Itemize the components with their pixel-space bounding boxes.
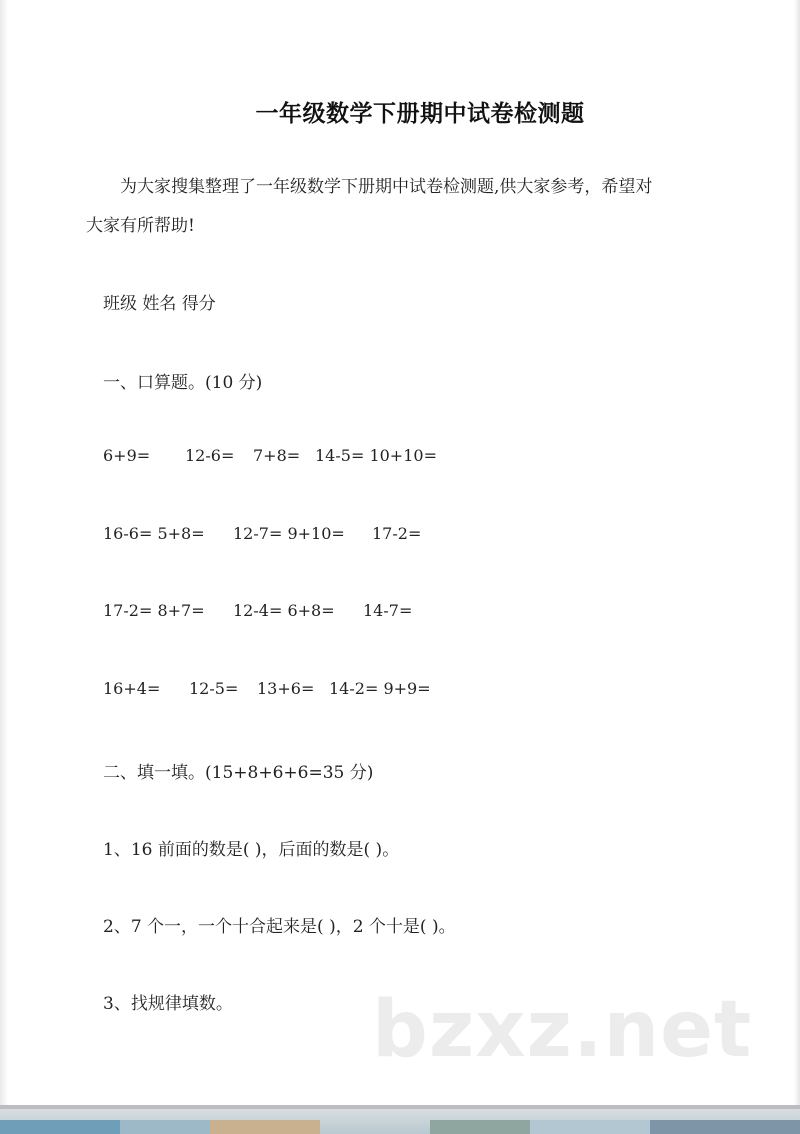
thumbnail xyxy=(650,1120,800,1134)
calc-item: 16+4= xyxy=(103,679,161,698)
section2-heading: 二、填一填。(15+8+6+6=35 分) xyxy=(103,763,374,783)
calc-item: 12-7= 9+10= xyxy=(233,524,345,543)
question-1: 1、16 前面的数是( )，后面的数是( )。 xyxy=(103,840,400,860)
calc-item: 12-6= xyxy=(185,446,235,465)
section1-heading: 一、口算题。(10 分) xyxy=(103,373,263,393)
page-edge-left xyxy=(0,0,8,1105)
calc-item: 7+8= xyxy=(253,446,301,465)
calc-item: 14-2= 9+9= xyxy=(329,679,431,698)
question-3: 3、找规律填数。 xyxy=(103,994,233,1014)
calc-item: 16-6= 5+8= xyxy=(103,524,205,543)
thumbnail xyxy=(210,1120,320,1134)
bottom-thumbnail-strip xyxy=(0,1105,800,1134)
calc-item: 17-2= 8+7= xyxy=(103,601,205,620)
calc-item: 14-5= 10+10= xyxy=(315,446,437,465)
document-title: 一年级数学下册期中试卷检测题 xyxy=(255,101,585,127)
thumbnail xyxy=(120,1120,210,1134)
thumbnail xyxy=(0,1120,120,1134)
page-edge-right xyxy=(794,0,800,1105)
intro-paragraph-line-2: 大家有所帮助! xyxy=(86,216,195,236)
thumbnail xyxy=(430,1120,530,1134)
class-name-score-line: 班级 姓名 得分 xyxy=(103,294,216,314)
intro-paragraph-line-1: 为大家搜集整理了一年级数学下册期中试卷检测题,供大家参考，希望对 xyxy=(120,177,653,197)
calc-item: 17-2= xyxy=(372,524,422,543)
question-2: 2、7 个一，一个十合起来是( )，2 个十是( )。 xyxy=(103,917,456,937)
calc-item: 12-5= xyxy=(189,679,239,698)
calc-item: 14-7= xyxy=(363,601,413,620)
watermark: bzxz.net xyxy=(372,985,753,1075)
calc-item: 6+9= xyxy=(103,446,151,465)
thumbnail xyxy=(530,1120,650,1134)
calc-item: 12-4= 6+8= xyxy=(233,601,335,620)
calc-item: 13+6= xyxy=(257,679,315,698)
